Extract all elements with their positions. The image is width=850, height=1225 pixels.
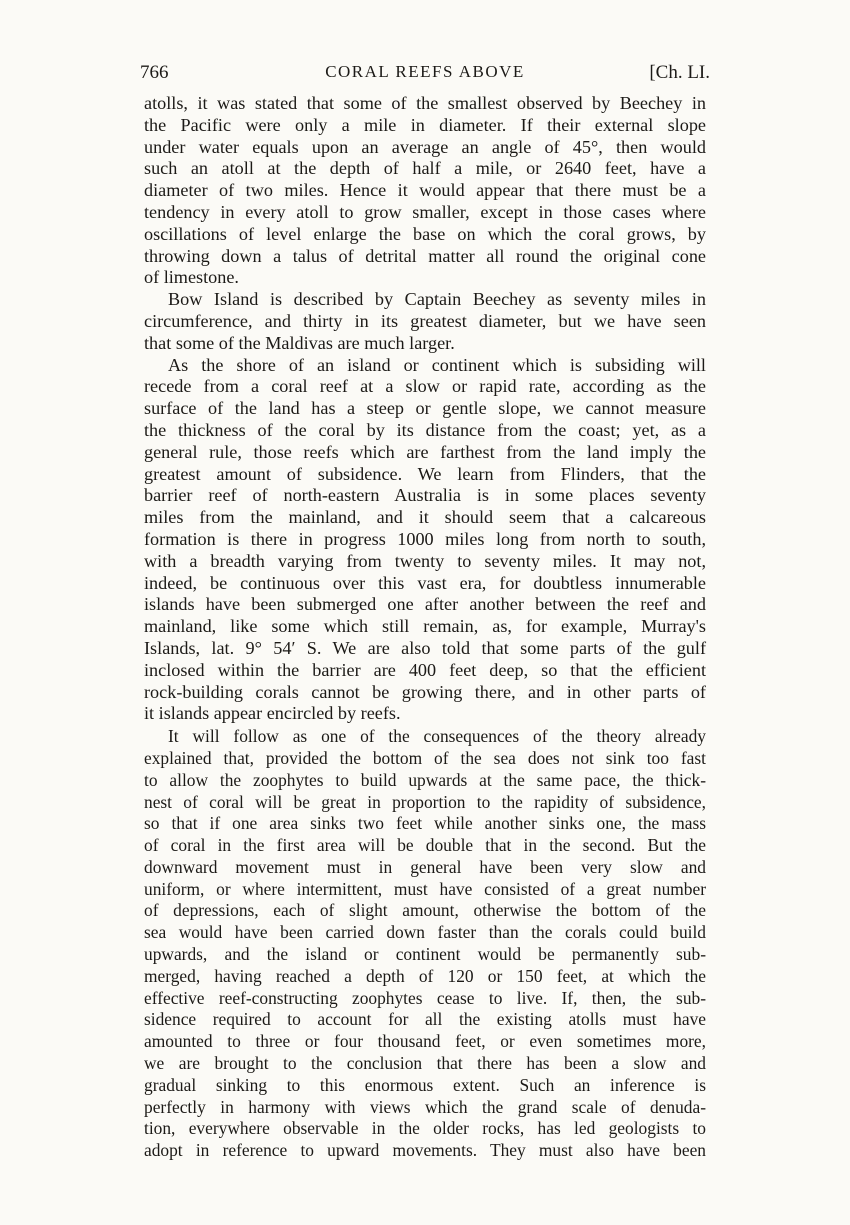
text-line: islands have been submerged one after another between the reef and bbox=[144, 594, 706, 615]
text-line: it islands appear encircled by reefs. bbox=[144, 703, 401, 724]
text-line: tion, everywhere observable in the older rocks, has led geologists to bbox=[144, 1118, 706, 1139]
text-line: surface of the land has a steep or gentle slope, we cannot measure bbox=[144, 398, 706, 419]
text-line: that some of the Maldivas are much larger. bbox=[144, 332, 455, 353]
text-line: mainland, like some which still remain, as, for example, Murray's bbox=[144, 616, 706, 637]
paragraph-start-line: It will follow as one of the consequences of the theory already bbox=[168, 726, 706, 747]
text-line: the Pacific were only a mile in diameter. If their external slope bbox=[144, 114, 706, 135]
text-line: formation is there in progress 1000 miles long from north to south, bbox=[144, 528, 706, 549]
text-line: such an atoll at the depth of half a mile, or 2640 feet, have a bbox=[144, 158, 706, 179]
paragraph-start-line: Bow Island is described by Captain Beechey as seventy miles in bbox=[168, 289, 706, 310]
text-line: sidence required to account for all the existing atolls must have bbox=[144, 1009, 706, 1030]
paragraph-start-line: As the shore of an island or continent which is subsiding will bbox=[168, 354, 706, 375]
text-line: general rule, those reefs which are farthest from the land imply the bbox=[144, 441, 706, 462]
body-text bbox=[144, 93, 706, 1184]
text-line: we are brought to the conclusion that there has been a slow and bbox=[144, 1053, 706, 1074]
text-line: perfectly in harmony with views which the grand scale of denuda- bbox=[144, 1096, 706, 1117]
text-line: recede from a coral reef at a slow or rapid rate, according as the bbox=[144, 376, 706, 397]
text-line: indeed, be continuous over this vast era, for doubtless innumerable bbox=[144, 572, 706, 593]
text-line: circumference, and thirty in its greatest diameter, but we have seen bbox=[144, 310, 706, 331]
chapter-label: [Ch. LI. bbox=[649, 62, 710, 83]
page-number: 766 bbox=[140, 62, 169, 83]
text-line: sea would have been carried down faster than the corals could build bbox=[144, 922, 706, 943]
text-line: miles from the mainland, and it should seem that a calcareous bbox=[144, 507, 706, 528]
small-type-paragraph bbox=[144, 726, 706, 1184]
text-line: downward movement must in general have been very slow and bbox=[144, 856, 706, 877]
text-line: gradual sinking to this enormous extent. Such an inference is bbox=[144, 1074, 706, 1095]
text-line: amounted to three or four thousand feet, or even sometimes more, bbox=[144, 1031, 706, 1052]
text-line: inclosed within the barrier are 400 feet deep, so that the efficient bbox=[144, 659, 706, 680]
text-line: tendency in every atoll to grow smaller, except in those cases where bbox=[144, 201, 706, 222]
text-line: with a breadth varying from twenty to seventy miles. It may not, bbox=[144, 550, 706, 571]
text-line: nest of coral will be great in proportion to the rapidity of subsidence, bbox=[144, 791, 706, 812]
text-line: of limestone. bbox=[144, 267, 239, 288]
running-title: CORAL REEFS ABOVE bbox=[325, 62, 525, 81]
text-line: throwing down a talus of detrital matter all round the original cone bbox=[144, 245, 706, 266]
text-line: to allow the zoophytes to build upwards at the same pace, the thick- bbox=[144, 769, 706, 790]
text-line: the thickness of the coral by its distance from the coast; yet, as a bbox=[144, 419, 706, 440]
text-line: rock-building corals cannot be growing there, and in other parts of bbox=[144, 681, 706, 702]
text-line: uniform, or where intermittent, must have consisted of a great number bbox=[144, 878, 706, 899]
text-line bbox=[144, 1162, 706, 1184]
text-line: under water equals upon an average an angle of 45°, then would bbox=[144, 136, 706, 157]
text-line: effective reef-constructing zoophytes cease to live. If, then, the sub- bbox=[144, 987, 706, 1008]
text-line: atolls, it was stated that some of the smallest observed by Beechey in bbox=[144, 93, 706, 113]
text-line: adopt in reference to upward movements. They must also have been bbox=[144, 1140, 706, 1161]
text-line: Islands, lat. 9° 54′ S. We are also told that some parts of the gulf bbox=[144, 637, 706, 658]
text-line: of depressions, each of slight amount, otherwise the bottom of the bbox=[144, 900, 706, 921]
text-line: of coral in the first area will be double that in the second. But the bbox=[144, 835, 706, 856]
text-line: diameter of two miles. Hence it would appear that there must be a bbox=[144, 180, 706, 201]
text-line: merged, having reached a depth of 120 or 150 feet, at which the bbox=[144, 965, 706, 986]
text-line: barrier reef of north-eastern Australia is in some places seventy bbox=[144, 485, 706, 506]
text-line: oscillations of level enlarge the base on which the coral grows, by bbox=[144, 223, 706, 244]
text-line: upwards, and the island or continent would be permanently sub- bbox=[144, 944, 706, 965]
text-line: so that if one area sinks two feet while another sinks one, the mass bbox=[144, 813, 706, 834]
text-line: explained that, provided the bottom of the sea does not sink too fast bbox=[144, 747, 706, 768]
running-header bbox=[140, 62, 710, 86]
text-line: greatest amount of subsidence. We learn from Flinders, that the bbox=[144, 463, 706, 484]
